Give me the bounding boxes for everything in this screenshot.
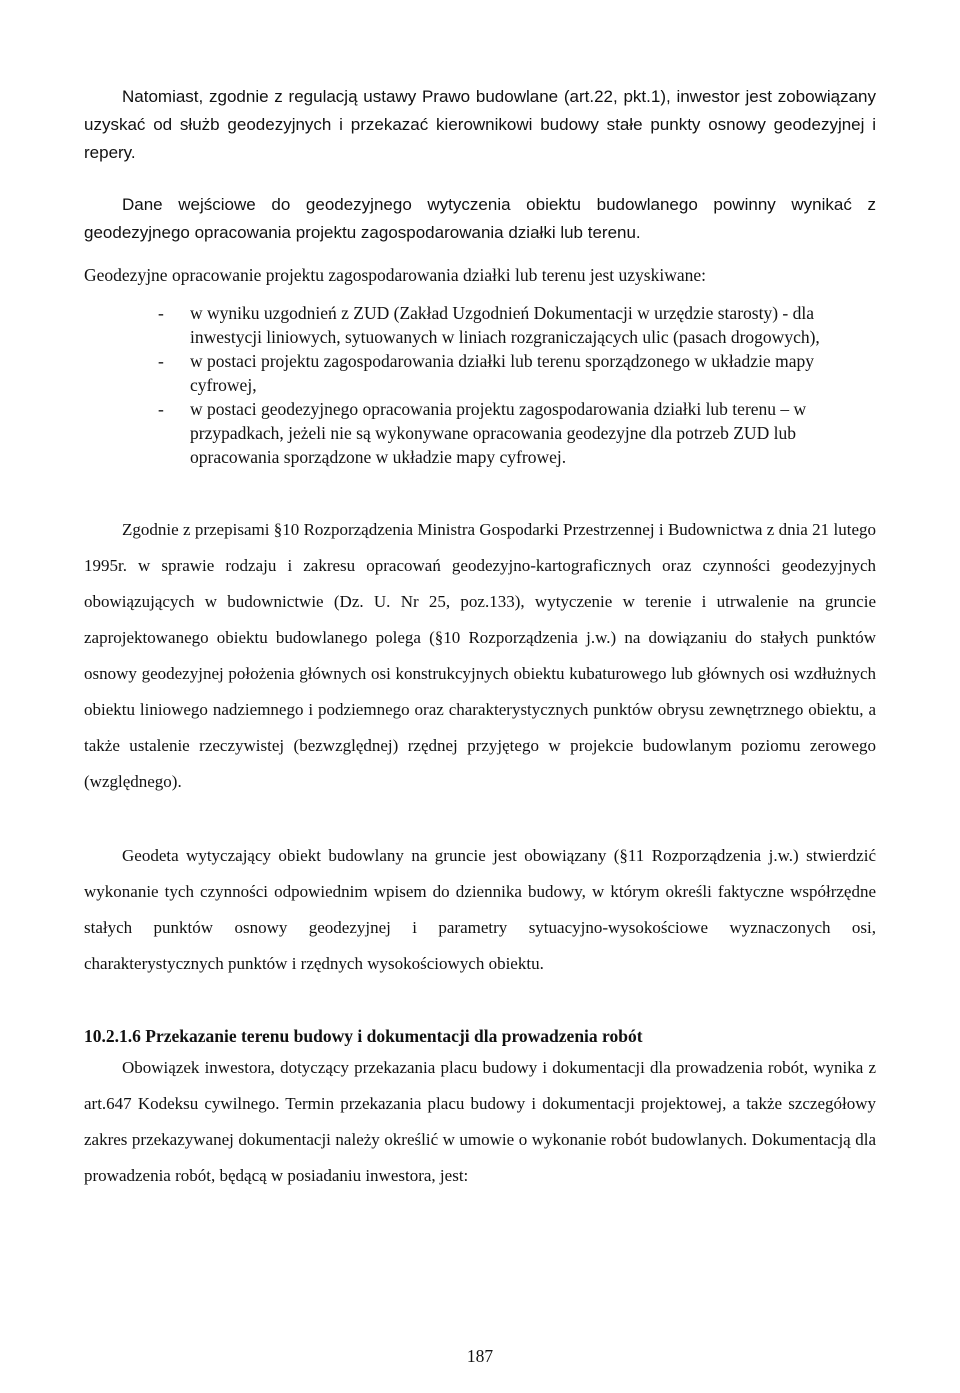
paragraph-list-lead: Geodezyjne opracowanie projektu zagospodarowania działki lub terenu jest uzyskiwane: xyxy=(84,265,706,285)
paragraph-surveyor-obligation: Geodeta wytyczający obiekt budowlany na gruncie jest obowiązany (§11 Rozporządzenia j.w.) stwierdzić wykonanie tych czynności odpowiednim wpisem do dziennika budowy, w którym określi faktyczne współrzędne stałych punktów osnowy geodezyjnej i parametry sytuacyjno-wysokościowe wyznaczonych osi, charakterystycznych punktów i rzędnych wysokościowych obiektu. xyxy=(84,846,876,973)
paragraph-site-handover: Obowiązek inwestora, dotyczący przekazania placu budowy i dokumentacji dla prowadzenia robót, wynika z art.647 Kodeksu cywilnego. Termin przekazania placu budowy i dokumentacji projektowej, a także szczegółowy zakres przekazywanej dokumentacji należy określić w umowie o wykonanie robót budowlanych. Dokumentacją dla prowadzenia robót, będącą w posiadaniu inwestora, jest: xyxy=(84,1058,876,1185)
list-item-text: w postaci projektu zagospodarowania działki lub terenu sporządzonego w układzie mapy cyfrowej, xyxy=(190,351,814,395)
list-dash: - xyxy=(158,399,164,419)
list-dash: - xyxy=(158,351,164,371)
paragraph-input-data: Dane wejściowe do geodezyjnego wytyczenia obiektu budowlanego powinny wynikać z geodezyjnego opracowania projektu zagospodarowania działki lub terenu. xyxy=(84,195,876,242)
paragraph-investor-obligation: Natomiast, zgodnie z regulacją ustawy Prawo budowlane (art.22, pkt.1), inwestor jest zobowiązany uzyskać od służb geodezyjnych i przekazać kierownikowi budowy stałe punkty osnowy geodezyjnej i repery. xyxy=(84,87,876,162)
section-heading: 10.2.1.6 Przekazanie terenu budowy i dokumentacji dla prowadzenia robót xyxy=(84,1026,643,1046)
list-dash: - xyxy=(158,303,164,323)
list-item-text: w postaci geodezyjnego opracowania projektu zagospodarowania działki lub terenu – w przypadkach, jeżeli nie są wykonywane opracowania geodezyjne dla potrzeb ZUD lub opracowania sporządzone w układzie mapy cyfrowej. xyxy=(190,399,807,467)
paragraph-regulation-setting-out: Zgodnie z przepisami §10 Rozporządzenia Ministra Gospodarki Przestrzennej i Budownictwa z dnia 21 lutego 1995r. w sprawie rodzaju i zakresu opracowań geodezyjno-kartograficznych oraz czynności geodezyjnych obowiązujących w budownictwie (Dz. U. Nr 25, poz.133), wytyczenie w terenie i utrwalenie na gruncie zaprojektowanego obiektu budowlanego polega (§10 Rozporządzenia j.w.) na dowiązaniu do stałych punktów osnowy geodezyjnej położenia głównych osi konstrukcyjnych obiektu kubaturowego lub głównych osi wzdłużnych obiektu liniowego nadziemnego i podziemnego oraz charakterystycznych punktów obrysu zewnętrznego obiektu, a także ustalenie rzeczywistej (bezwzględnej) rzędnej przyjętego w projekcie budowlanym poziomu zerowego (względnego). xyxy=(84,520,876,791)
list-item-text: w wyniku uzgodnień z ZUD (Zakład Uzgodnień Dokumentacji w urzędzie starosty) - dla inwestycji liniowych, sytuowanych w liniach rozgraniczających ulic (pasach drogowych), xyxy=(190,303,820,347)
list-item xyxy=(158,397,878,469)
method-list xyxy=(158,301,878,469)
list-item xyxy=(158,349,878,397)
list-item xyxy=(158,301,878,349)
page-number: 187 xyxy=(466,1346,494,1366)
